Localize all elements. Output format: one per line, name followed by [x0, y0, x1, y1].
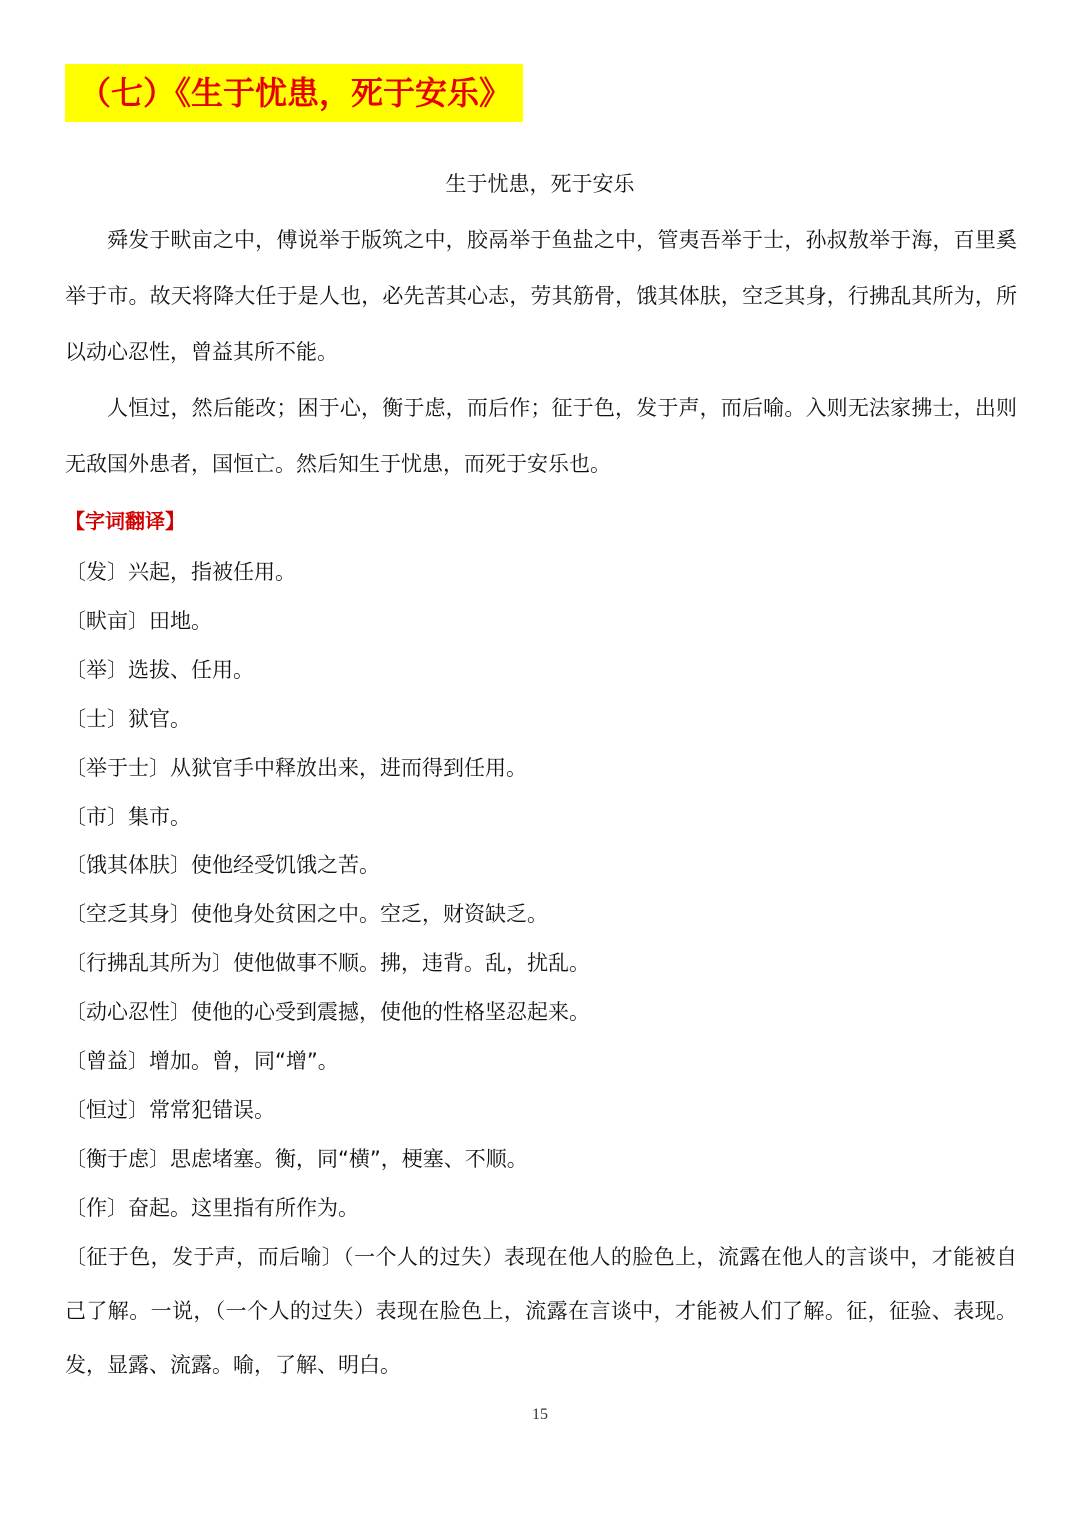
note-item: 〔恒过〕常常犯错误。 — [65, 1097, 275, 1122]
note-item: 〔士〕狱官。 — [65, 706, 191, 731]
note-item: 〔饿其体肤〕使他经受饥饿之苦。 — [65, 853, 380, 878]
section-heading-banner: （七）《生于忧患，死于安乐》 — [65, 64, 523, 122]
note-item: 〔举于士〕从狱官手中释放出来，进而得到任用。 — [65, 755, 527, 780]
note-item: 〔市〕集市。 — [65, 804, 191, 829]
note-item: 〔发〕兴起，指被任用。 — [65, 560, 296, 584]
note-item: 〔曾益〕增加。曾，同“增”。 — [65, 1049, 339, 1074]
note-item: 〔畎亩〕田地。 — [65, 608, 212, 633]
note-item: 〔衡于虑〕思虑堵塞。衡，同“横”，梗塞、不顺。 — [65, 1146, 528, 1171]
note-item: 〔举〕选拔、任用。 — [65, 657, 254, 682]
poem-title: 生于忧患，死于安乐 — [445, 172, 635, 196]
poem-paragraph: 人恒过，然后能改；困于心，衡于虑，而后作；征于色，发于声，而后喻。入则无法家拂士，出则无敌国外患者，国恒亡。然后知生于忧患，而死于安乐也。 — [65, 396, 1017, 476]
note-item: 〔征于色，发于声，而后喻〕（一个人的过失）表现在他人的脸色上，流露在他人的言谈中，才能被自己了解。一说，（一个人的过失）表现在脸色上，流露在言谈中，才能被人们了解。征，征验、表现。发，显露、流露。喻，了解、明白。 — [65, 1244, 1017, 1377]
note-item: 〔作〕奋起。这里指有所作为。 — [65, 1195, 359, 1220]
vocabulary-heading: 【字词翻译】 — [65, 509, 185, 533]
page-number: 15 — [532, 1406, 548, 1423]
note-item: 〔动心忍性〕使他的心受到震撼，使他的性格坚忍起来。 — [65, 1000, 590, 1025]
vocabulary-notes — [65, 548, 1017, 1392]
note-item: 〔行拂乱其所为〕使他做事不顺。拂，违背。乱，扰乱。 — [65, 951, 590, 976]
note-item: 〔空乏其身〕使他身处贫困之中。空乏，财资缺乏。 — [65, 902, 548, 927]
poem-paragraph: 舜发于畎亩之中，傅说举于版筑之中，胶鬲举于鱼盐之中，管夷吾举于士，孙叔敖举于海，百里奚举于市。故天将降大任于是人也，必先苦其心志，劳其筋骨，饿其体肤，空乏其身，行拂乱其所为，所以动心忍性，曾益其所不能。 — [65, 228, 1017, 364]
